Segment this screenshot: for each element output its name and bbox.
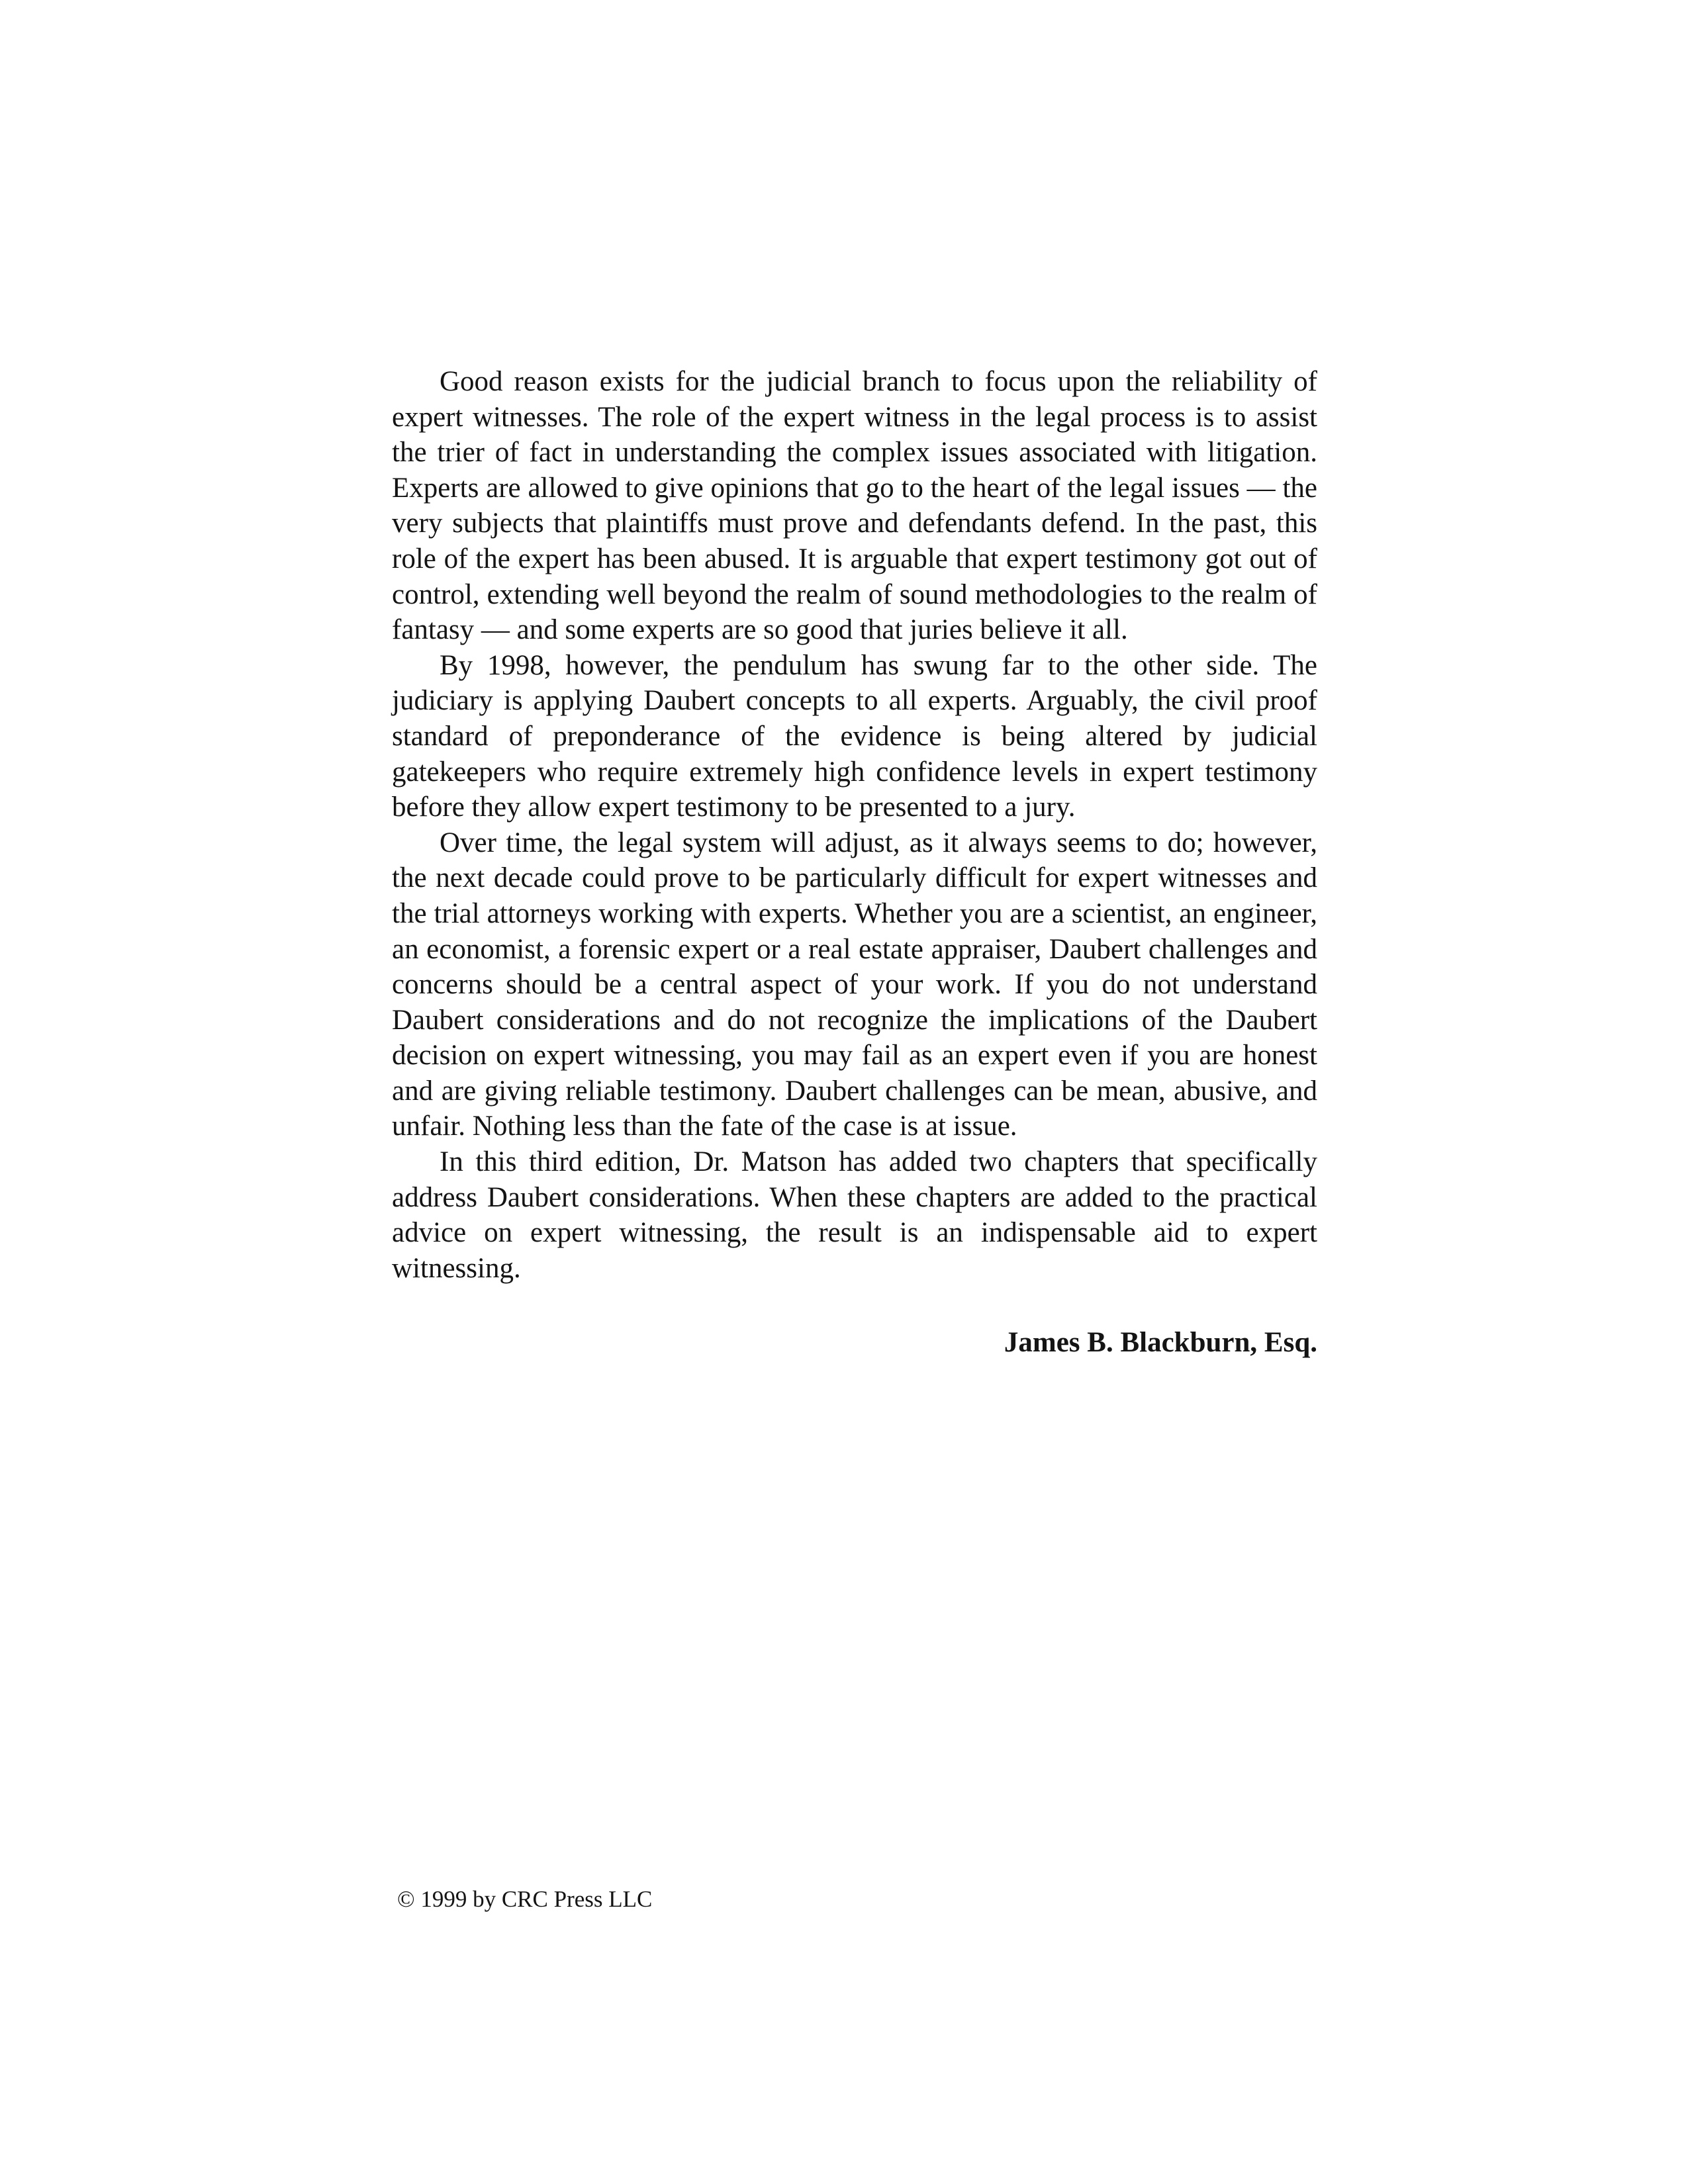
paragraph-2: By 1998, however, the pendulum has swung far to the other side. The judiciary is applying Daubert concepts to all experts. Arguably, the civil proof standard of preponderance of the evidence is being altered by judicial gatekeepers who require extremely high confidence levels in expert testimony before they allow expert testimony to be presented to a jury. (392, 649, 1317, 823)
paragraph-4: In this third edition, Dr. Matson has added two chapters that specifically address Daubert considerations. When these chapters are added to the practical advice on expert witnessing, the result is an indispensable aid to expert witnessing. (392, 1146, 1317, 1284)
paragraph-1: Good reason exists for the judicial branch to focus upon the reliability of expert witnesses. The role of the expert witness in the legal process is to assist the trier of fact in understanding the complex issues associated with litigation. Experts are allowed to give opinions that go to the heart of the legal issues — the very subjects that plaintiffs must prove and defendants defend. In the past, this role of the expert has been abused. It is arguable that expert testimony got out of control, extending well beyond the realm of sound methodologies to the realm of fantasy — and some experts are so good that juries believe it all. (392, 366, 1317, 646)
author-signature: James B. Blackburn, Esq. (1004, 1327, 1317, 1358)
paragraph-3: Over time, the legal system will adjust, as it always seems to do; however, the next decade could prove to be particularly difficult for expert witnesses and the trial attorneys working with experts. Whether you are a scientist, an engineer, an economist, a forensic expert or a real estate appraiser, Daubert challenges and concerns should be a central aspect of your work. If you do not understand Daubert considerations and do not recognize the implications of the Daubert decision on expert witnessing, you may fail as an expert even if you are honest and are giving reliable testimony. Daubert challenges can be mean, abusive, and unfair. Nothing less than the fate of the case is at issue. (392, 827, 1317, 1142)
foreword-body (392, 364, 1317, 1286)
copyright-notice: © 1999 by CRC Press LLC (397, 1886, 653, 1912)
